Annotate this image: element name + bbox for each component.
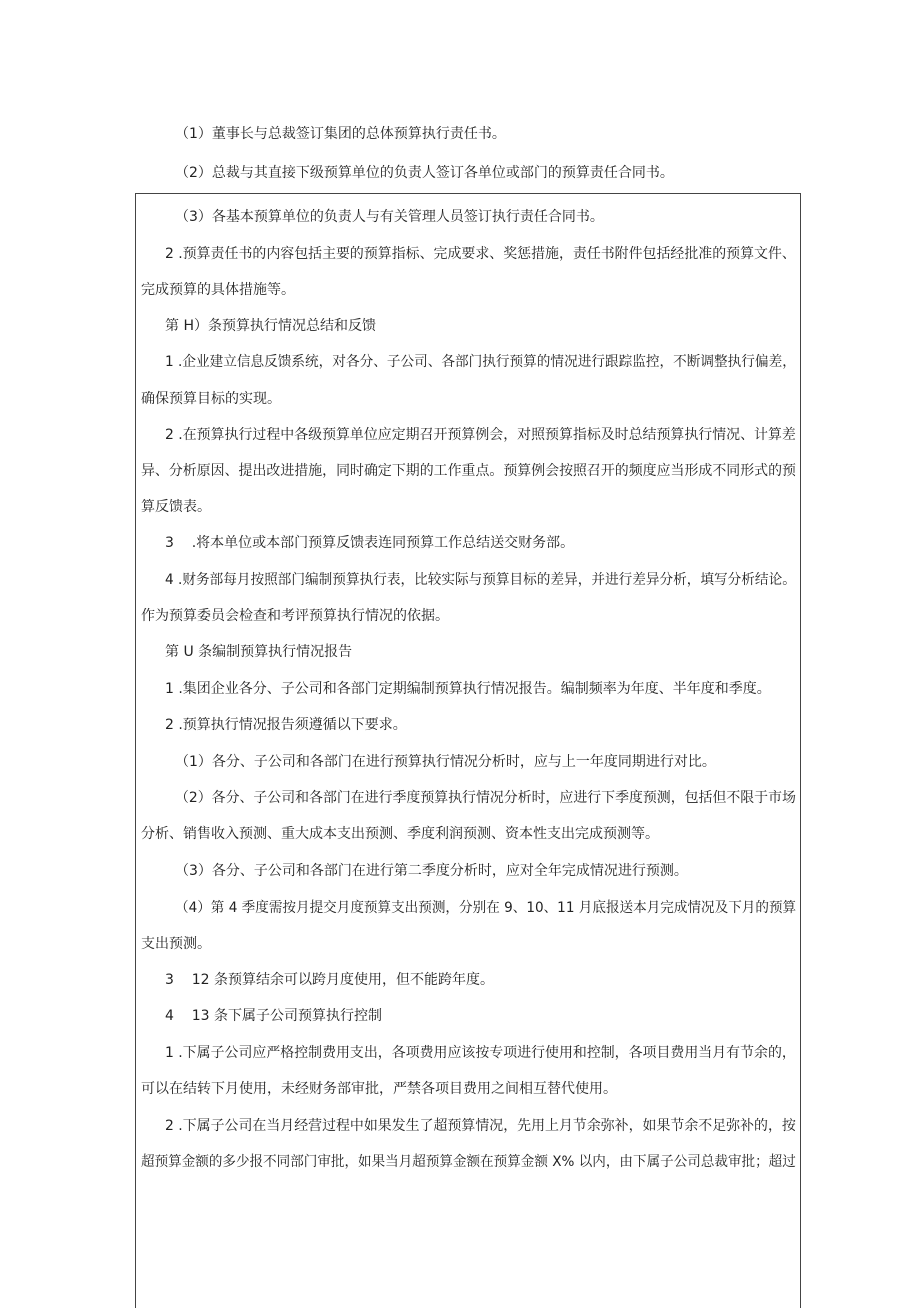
text-line: 作为预算委员会检查和考评预算执行情况的依据。 [141, 608, 449, 624]
text-line: 1 .下属子公司应严格控制费用支出，各项费用应该按专项进行使用和控制，各项目费用当月有节余的， [165, 1045, 796, 1061]
text-line: 1 .集团企业各分、子公司和各部门定期编制预算执行情况报告。编制频率为年度、半年度和季度。 [165, 681, 771, 697]
section-heading: 第 U 条编制预算执行情况报告 [165, 644, 353, 660]
text-line: 算反馈表。 [141, 499, 211, 515]
text-line: 2 .预算执行情况报告须遵循以下要求。 [165, 717, 407, 733]
text-line: 完成预算的具体措施等。 [141, 282, 295, 298]
text-line: 2 .下属子公司在当月经营过程中如果发生了超预算情况，先用上月节余弥补，如果节余不足弥补的，按 [165, 1118, 796, 1134]
text-line: 分析、销售收入预测、重大成本支出预测、季度利润预测、资本性支出完成预测等。 [141, 826, 659, 842]
text-line: （2）总裁与其直接下级预算单位的负责人签订各单位或部门的预算责任合同书。 [175, 165, 674, 181]
text-line: 2 .预算责任书的内容包括主要的预算指标、完成要求、奖惩措施，责任书附件包括经批准的预算文件、 [165, 246, 796, 262]
text-line: 3 12 条预算结余可以跨月度使用，但不能跨年度。 [165, 972, 494, 988]
text-line: 1 .企业建立信息反馈系统，对各分、子公司、各部门执行预算的情况进行跟踪监控，不断调整执行偏差， [165, 354, 796, 370]
text-line: （1）各分、子公司和各部门在进行预算执行情况分析时，应与上一年度同期进行对比。 [175, 754, 716, 770]
text-line: （2）各分、子公司和各部门在进行季度预算执行情况分析时，应进行下季度预测，包括但不限于市场 [175, 790, 796, 806]
text-line: 可以在结转下月使用，未经财务部审批，严禁各项目费用之间相互替代使用。 [141, 1081, 617, 1097]
section-heading: 第 H）条预算执行情况总结和反馈 [165, 318, 376, 334]
text-line: （4）第 4 季度需按月提交月度预算支出预测，分别在 9、10、11 月底报送本月完成情况及下月的预算 [175, 900, 797, 916]
text-line: 2 .在预算执行过程中各级预算单位应定期召开预算例会，对照预算指标及时总结预算执行情况、计算差 [165, 427, 796, 443]
text-line: （3）各基本预算单位的负责人与有关管理人员签订执行责任合同书。 [175, 209, 604, 225]
text-line: 支出预测。 [141, 936, 211, 952]
text-line: 3 .将本单位或本部门预算反馈表连同预算工作总结送交财务部。 [165, 535, 575, 551]
section-heading: 4 13 条下属子公司预算执行控制 [165, 1008, 382, 1024]
text-line: 4 .财务部每月按照部门编制预算执行表，比较实际与预算目标的差异，并进行差异分析，填写分析结论。 [165, 572, 796, 588]
text-line: （1）董事长与总裁签订集团的总体预算执行责任书。 [175, 126, 506, 142]
text-line: 确保预算目标的实现。 [141, 391, 281, 407]
text-line: 异、分析原因、提出改进措施，同时确定下期的工作重点。预算例会按照召开的频度应当形成不同形式的预 [141, 463, 796, 479]
text-line: 超预算金额的多少报不同部门审批，如果当月超预算金额在预算金额 X% 以内，由下属子公司总裁审批；超过 [141, 1154, 796, 1170]
text-line: （3）各分、子公司和各部门在进行第二季度分析时，应对全年完成情况进行预测。 [175, 863, 688, 879]
